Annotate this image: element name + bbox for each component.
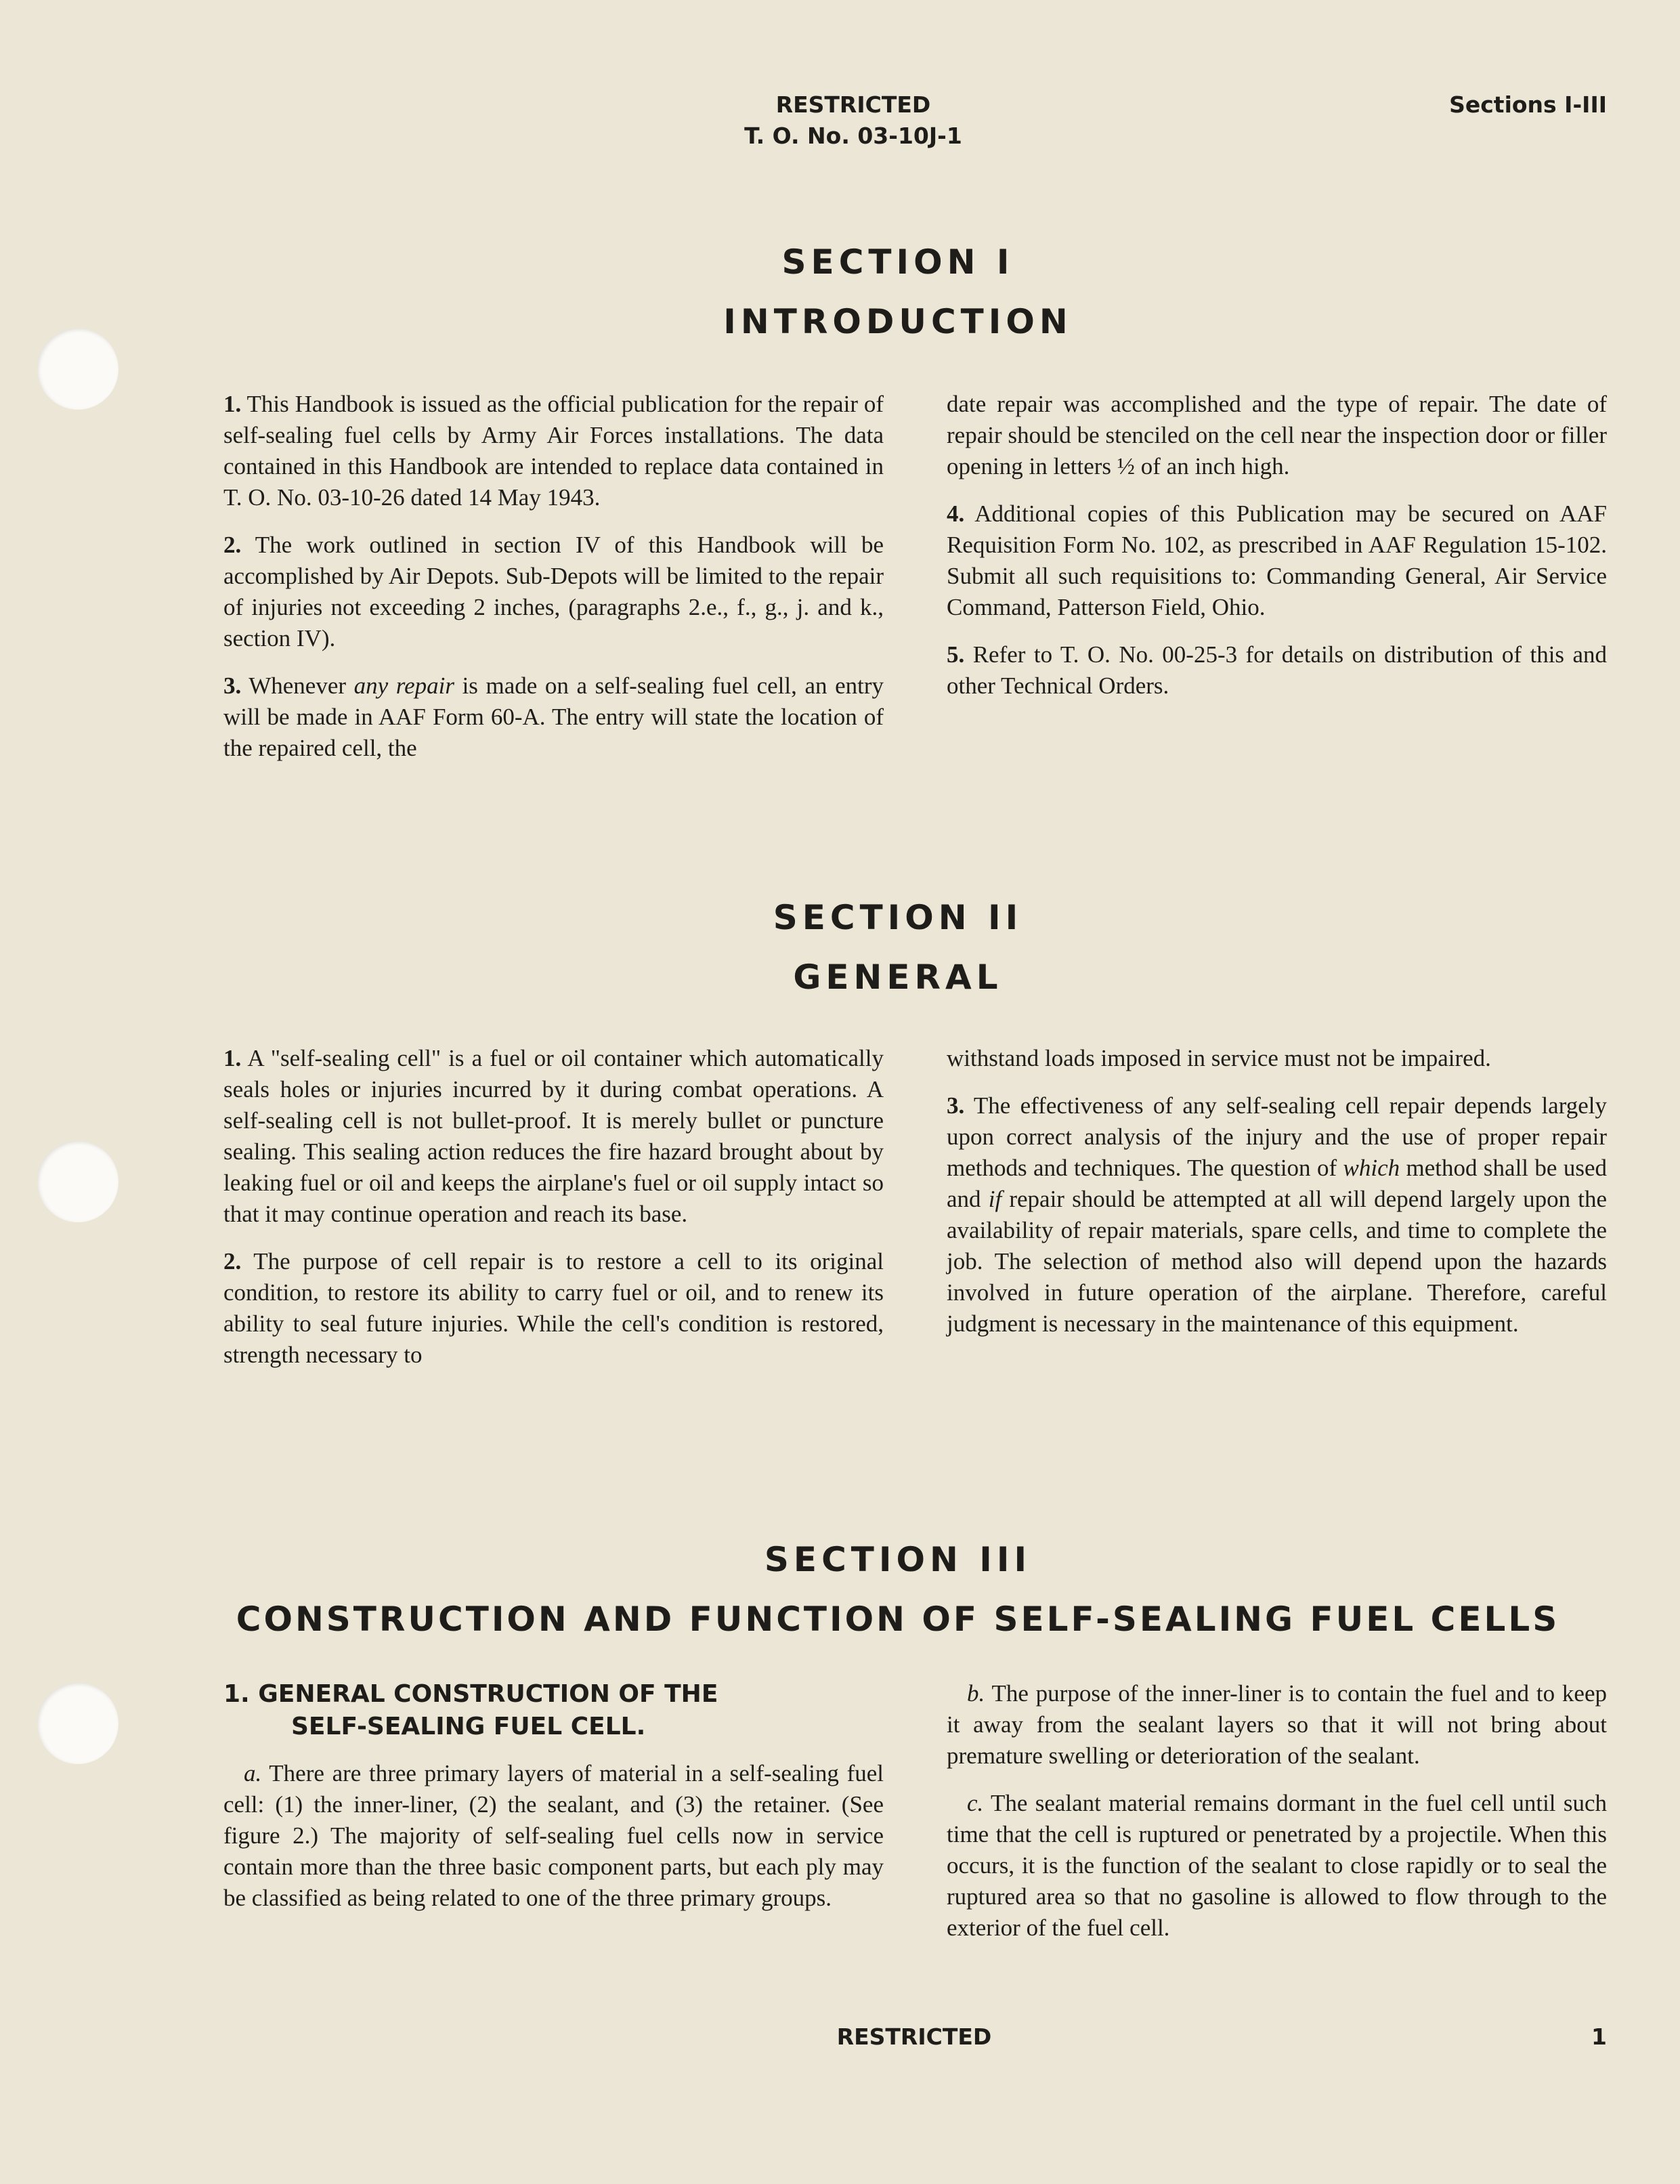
section-2-number: SECTION II — [773, 898, 1023, 937]
section-1-paragraph-5: 5. Refer to T. O. No. 00-25-3 for details on distribution of this and other Technical Orders. — [947, 641, 1608, 699]
section-2-left-column — [223, 1043, 884, 1387]
footer-restricted: RESTRICTED — [836, 2024, 992, 2050]
header-sections: Sections I-III — [1449, 91, 1607, 118]
section-2-paragraph-1: 1. A "self-sealing cell" is a fuel or oil container which automatically seals holes or injuries incurred by it during combat operations. A self-sealing cell is not bullet-proof. It is merely bullet or puncture sealing. This sealing action reduces the fire hazard brought about by leaking fuel or oil and keeps the airplane's fuel or oil supply intact so that it may continue operation and reach its base. — [223, 1045, 884, 1227]
section-1-right-column — [947, 389, 1607, 718]
page-header-center — [704, 89, 1002, 152]
section-3-subheading-1: 1. GENERAL CONSTRUCTION OF THE SELF-SEALING FUEL CELL. — [223, 1680, 718, 1740]
section-1-paragraph-4: 4. Additional copies of this Publication may be secured on AAF Requisition Form No. 102, as prescribed in AAF Regulation 15-102. Submit all such requisitions to: Commanding General, Air Service Command, Patterson Field, Ohio. — [947, 500, 1607, 620]
section-1-number: SECTION I — [781, 242, 1014, 282]
section-2-right-column — [947, 1043, 1607, 1356]
binder-hole-bottom — [37, 1683, 119, 1764]
header-to-number: T. O. No. 03-10J-1 — [744, 123, 962, 149]
section-2-paragraph-2: 2. The purpose of cell repair is to restore a cell to its original condition, to restore its ability to carry fuel or oil, and to renew its ability to seal future injuries. While the cell's condition is restored, strength necessary to — [223, 1248, 884, 1368]
section-1-title: INTRODUCTION — [723, 302, 1073, 341]
section-1-paragraph-3: 3. Whenever any repair is made on a self-sealing fuel cell, an entry will be made in AAF Form 60-A. The entry will state the location of the repaired cell, the — [223, 672, 884, 761]
section-3-paragraph-c: c. The sealant material remains dormant in the fuel cell until such time that the cell is ruptured or penetrated by a projectile. When this occurs, it is the function of the sealant to close rapidly or to seal the ruptured area so that no gasoline is allowed to flow through to the exterior of the fuel cell. — [947, 1790, 1607, 1941]
section-3-paragraph-a: a. There are three primary layers of material in a self-sealing fuel cell: (1) the inner-liner, (2) the sealant, and (3) the retainer. (See figure 2.) The majority of self-sealing fuel cells now in service contain more than the three basic component parts, but each ply may be classified as being related to one of the three primary groups. — [223, 1760, 884, 1911]
section-3-left-column — [223, 1678, 884, 1930]
section-3-title: CONSTRUCTION AND FUNCTION OF SELF-SEALING FUEL CELLS — [236, 1600, 1560, 1639]
section-1-left-column — [223, 389, 884, 780]
page-number: 1 — [1591, 2024, 1607, 2050]
binder-hole-middle — [37, 1141, 119, 1222]
section-2-title: GENERAL — [793, 958, 1003, 997]
section-3-paragraph-b: b. The purpose of the inner-liner is to contain the fuel and to keep it away from the sealant layers so that it will not bring about premature swelling or deterioration of the sealant. — [947, 1680, 1607, 1769]
section-1-paragraph-3-continued: date repair was accomplished and the type of repair. The date of repair should be stenciled on the cell near the inspection door or filler opening in letters ½ of an inch high. — [947, 391, 1607, 479]
section-2-paragraph-2-continued: withstand loads imposed in service must not be impaired. — [947, 1045, 1491, 1071]
binder-hole-top — [37, 328, 119, 410]
section-3-right-column — [947, 1678, 1607, 1960]
section-1-paragraph-2: 2. The work outlined in section IV of this Handbook will be accomplished by Air Depots. Sub-Depots will be limited to the repair of injuries not exceeding 2 inches, (paragraphs 2.e., f., g., j. and k., section IV). — [223, 532, 884, 651]
section-2-paragraph-3: 3. The effectiveness of any self-sealing cell repair depends largely upon correct analysis of the injury and the use of proper repair methods and techniques. The question of which method shall be used and if repair should be attempted at all will depend largely upon the availability of repair materials, spare cells, and time to complete the job. The selection of method also will depend upon the hazards involved in future operation of the airplane. Therefore, careful judgment is necessary in the maintenance of this equipment. — [947, 1092, 1608, 1337]
header-restricted: RESTRICTED — [775, 91, 931, 118]
section-3-number: SECTION III — [764, 1540, 1032, 1579]
section-1-paragraph-1: 1. This Handbook is issued as the official publication for the repair of self-sealing fuel cells by Army Air Forces installations. The data contained in this Handbook are intended to replace data contained in T. O. No. 03-10-26 dated 14 May 1943. — [223, 391, 884, 511]
